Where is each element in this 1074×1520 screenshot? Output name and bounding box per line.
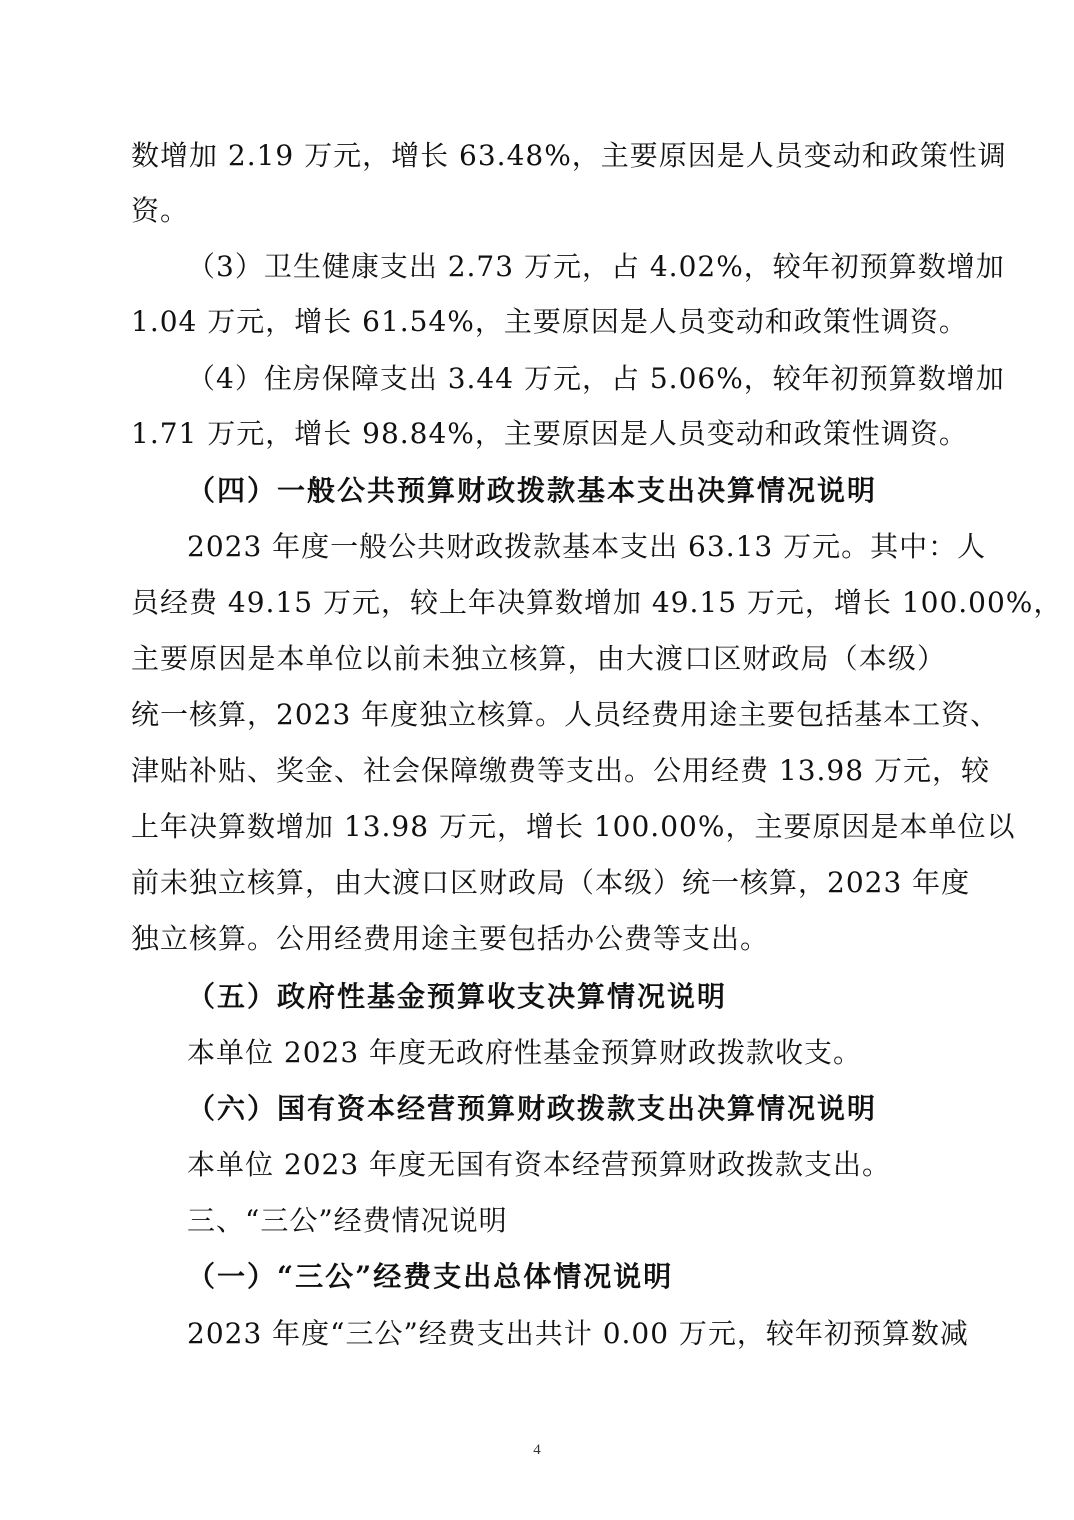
section-heading: （五）政府性基金预算收支决算情况说明: [187, 980, 728, 1013]
body-text-line: 数增加 2.19 万元，增长 63.48%，主要原因是人员变动和政策性调: [131, 139, 1007, 172]
section-heading: （六）国有资本经营预算财政拨款支出决算情况说明: [187, 1092, 878, 1125]
body-text-line: 统一核算，2023 年度独立核算。人员经费用途主要包括基本工资、: [131, 698, 1000, 731]
page-number: 4: [533, 1442, 541, 1458]
body-text-line: 前未独立核算，由大渡口区财政局（本级）统一核算，2023 年度: [131, 866, 971, 899]
body-text-line: （4）住房保障支出 3.44 万元，占 5.06%，较年初预算数增加: [187, 362, 1005, 395]
body-text-line: 资。: [131, 194, 190, 227]
body-text-line: 2023 年度一般公共财政拨款基本支出 63.13 万元。其中：人: [187, 530, 987, 563]
body-text-line: 1.04 万元，增长 61.54%，主要原因是人员变动和政策性调资。: [131, 305, 968, 338]
chapter-heading: 三、“三公”经费情况说明: [187, 1204, 508, 1237]
section-heading: （四）一般公共预算财政拨款基本支出决算情况说明: [187, 474, 878, 507]
body-text-line: 本单位 2023 年度无政府性基金预算财政拨款收支。: [187, 1036, 863, 1069]
body-text-line: （3）卫生健康支出 2.73 万元，占 4.02%，较年初预算数增加: [187, 250, 1005, 283]
body-text-line: 1.71 万元，增长 98.84%，主要原因是人员变动和政策性调资。: [131, 417, 968, 450]
body-text-line: 独立核算。公用经费用途主要包括办公费等支出。: [131, 922, 770, 955]
section-heading: （一）“三公”经费支出总体情况说明: [187, 1260, 674, 1293]
body-text-line: 本单位 2023 年度无国有资本经营预算财政拨款支出。: [187, 1148, 892, 1181]
body-text-line: 主要原因是本单位以前未独立核算，由大渡口区财政局（本级）: [131, 642, 946, 675]
body-text-line: 员经费 49.15 万元，较上年决算数增加 49.15 万元，增长 100.00%，: [131, 586, 1063, 619]
body-text-line: 2023 年度“三公”经费支出共计 0.00 万元，较年初预算数减: [187, 1317, 969, 1350]
body-text-line: 上年决算数增加 13.98 万元，增长 100.00%，主要原因是本单位以: [131, 810, 1016, 843]
body-text-line: 津贴补贴、奖金、社会保障缴费等支出。公用经费 13.98 万元，较: [131, 754, 990, 787]
